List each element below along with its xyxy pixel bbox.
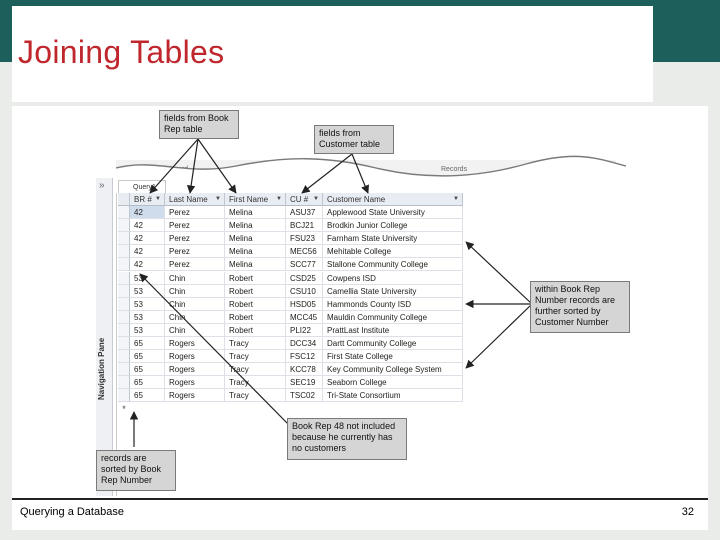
column-header-label: First Name <box>229 195 269 204</box>
footer-text: Querying a Database <box>20 506 124 518</box>
cell-last-name[interactable]: Perez <box>165 258 225 271</box>
navigation-pane-label: Navigation Pane <box>97 337 106 400</box>
column-header-label: BR # <box>134 195 152 204</box>
cell-cu-number[interactable]: CSD25 <box>286 272 323 285</box>
cell-br-number[interactable]: 65 <box>130 376 165 389</box>
sort-dropdown-icon[interactable]: ▼ <box>313 196 319 202</box>
sort-dropdown-icon[interactable]: ▼ <box>453 196 459 202</box>
cell-cu-number[interactable]: CSU10 <box>286 285 323 298</box>
cell-first-name[interactable]: Tracy <box>225 337 286 350</box>
cell-customer-name[interactable]: Hammonds County ISD <box>323 298 463 311</box>
cell-customer-name[interactable]: First State College <box>323 350 463 363</box>
cell-br-number[interactable]: 42 <box>130 245 165 258</box>
page-number: 32 <box>681 506 694 518</box>
cell-br-number[interactable]: 65 <box>130 337 165 350</box>
cell-br-number[interactable]: 53 <box>130 298 165 311</box>
cell-cu-number[interactable]: SCC77 <box>286 258 323 271</box>
cell-first-name[interactable]: Robert <box>225 298 286 311</box>
cell-cu-number[interactable]: MCC45 <box>286 311 323 324</box>
callout-customer-fields: fields from Customer table <box>314 125 394 154</box>
callout-sorted-within: within Book Rep Number records are further sorted by Customer Number <box>530 281 630 333</box>
sort-dropdown-icon[interactable]: ▼ <box>215 196 221 202</box>
cell-br-number[interactable]: 53 <box>130 272 165 285</box>
slide-title: Joining Tables <box>18 34 225 70</box>
ribbon-group-records: Records <box>441 166 468 173</box>
cell-first-name[interactable]: Tracy <box>225 363 286 376</box>
cell-cu-number[interactable]: FSU23 <box>286 232 323 245</box>
cell-br-number[interactable]: 65 <box>130 389 165 402</box>
callout-book-rep-48: Book Rep 48 not included because he currently has no customers <box>287 418 407 460</box>
slide-footer <box>12 498 708 530</box>
cell-br-number[interactable]: 42 <box>130 258 165 271</box>
callout-book-rep-fields: fields from Book Rep table <box>159 110 239 139</box>
cell-customer-name[interactable]: Farnham State University <box>323 232 463 245</box>
cell-customer-name[interactable]: Seaborn College <box>323 376 463 389</box>
cell-br-number[interactable]: 42 <box>130 232 165 245</box>
cell-customer-name[interactable]: Camellia State University <box>323 285 463 298</box>
cell-first-name[interactable]: Robert <box>225 272 286 285</box>
cell-last-name[interactable]: Rogers <box>165 376 225 389</box>
column-header-label: Last Name <box>169 195 208 204</box>
cell-cu-number[interactable]: HSD05 <box>286 298 323 311</box>
cell-br-number[interactable]: 53 <box>130 285 165 298</box>
cell-last-name[interactable]: Perez <box>165 219 225 232</box>
cell-last-name[interactable]: Rogers <box>165 337 225 350</box>
cell-cu-number[interactable]: BCJ21 <box>286 219 323 232</box>
cell-cu-number[interactable]: ASU37 <box>286 206 323 219</box>
cell-customer-name[interactable]: Mehitable College <box>323 245 463 258</box>
cell-customer-name[interactable]: Mauldin Community College <box>323 311 463 324</box>
cell-cu-number[interactable]: PLI22 <box>286 324 323 337</box>
cell-first-name[interactable]: Robert <box>225 324 286 337</box>
cell-customer-name[interactable]: Tri-State Consortium <box>323 389 463 402</box>
cell-cu-number[interactable]: DCC34 <box>286 337 323 350</box>
cell-cu-number[interactable]: KCC78 <box>286 363 323 376</box>
cell-first-name[interactable]: Tracy <box>225 350 286 363</box>
cell-first-name[interactable]: Melina <box>225 232 286 245</box>
cell-first-name[interactable]: Tracy <box>225 376 286 389</box>
cell-br-number[interactable]: 53 <box>130 311 165 324</box>
cell-customer-name[interactable]: Dartt Community College <box>323 337 463 350</box>
cell-last-name[interactable]: Perez <box>165 206 225 219</box>
cell-br-number[interactable]: 42 <box>130 206 165 219</box>
cell-first-name[interactable]: Melina <box>225 206 286 219</box>
cell-last-name[interactable]: Perez <box>165 245 225 258</box>
cell-customer-name[interactable]: Stallone Community College <box>323 258 463 271</box>
cell-customer-name[interactable]: Applewood State University <box>323 206 463 219</box>
cell-cu-number[interactable]: TSC02 <box>286 389 323 402</box>
column-header-label: CU # <box>290 195 309 204</box>
cell-cu-number[interactable]: MEC56 <box>286 245 323 258</box>
expand-nav-pane-icon[interactable]: » <box>99 180 105 191</box>
cell-customer-name[interactable]: PrattLast Institute <box>323 324 463 337</box>
cell-customer-name[interactable]: Cowpens ISD <box>323 272 463 285</box>
sort-dropdown-icon[interactable]: ▼ <box>276 196 282 202</box>
cell-cu-number[interactable]: SEC19 <box>286 376 323 389</box>
cell-last-name[interactable]: Chin <box>165 324 225 337</box>
cell-last-name[interactable]: Chin <box>165 272 225 285</box>
cell-last-name[interactable]: Chin <box>165 311 225 324</box>
cell-first-name[interactable]: Melina <box>225 245 286 258</box>
cell-last-name[interactable]: Rogers <box>165 389 225 402</box>
callout-sorted-by-rep: records are sorted by Book Rep Number <box>96 450 176 491</box>
cell-first-name[interactable]: Tracy <box>225 389 286 402</box>
cell-last-name[interactable]: Chin <box>165 285 225 298</box>
cell-br-number[interactable]: 65 <box>130 350 165 363</box>
cell-first-name[interactable]: Robert <box>225 285 286 298</box>
cell-br-number[interactable]: 53 <box>130 324 165 337</box>
cell-br-number[interactable]: 42 <box>130 219 165 232</box>
column-header-label: Customer Name <box>327 195 386 204</box>
cell-customer-name[interactable]: Brodkin Junior College <box>323 219 463 232</box>
cell-last-name[interactable]: Rogers <box>165 350 225 363</box>
cell-customer-name[interactable]: Key Community College System <box>323 363 463 376</box>
cell-last-name[interactable]: Perez <box>165 232 225 245</box>
cell-first-name[interactable]: Robert <box>225 311 286 324</box>
cell-last-name[interactable]: Chin <box>165 298 225 311</box>
cell-cu-number[interactable]: FSC12 <box>286 350 323 363</box>
new-record-marker[interactable]: * <box>122 404 126 414</box>
cell-br-number[interactable]: 65 <box>130 363 165 376</box>
tab-query1[interactable]: Query1 <box>118 180 166 193</box>
cell-first-name[interactable]: Melina <box>225 219 286 232</box>
sort-dropdown-icon[interactable]: ▼ <box>155 196 161 202</box>
cell-first-name[interactable]: Melina <box>225 258 286 271</box>
cell-last-name[interactable]: Rogers <box>165 363 225 376</box>
